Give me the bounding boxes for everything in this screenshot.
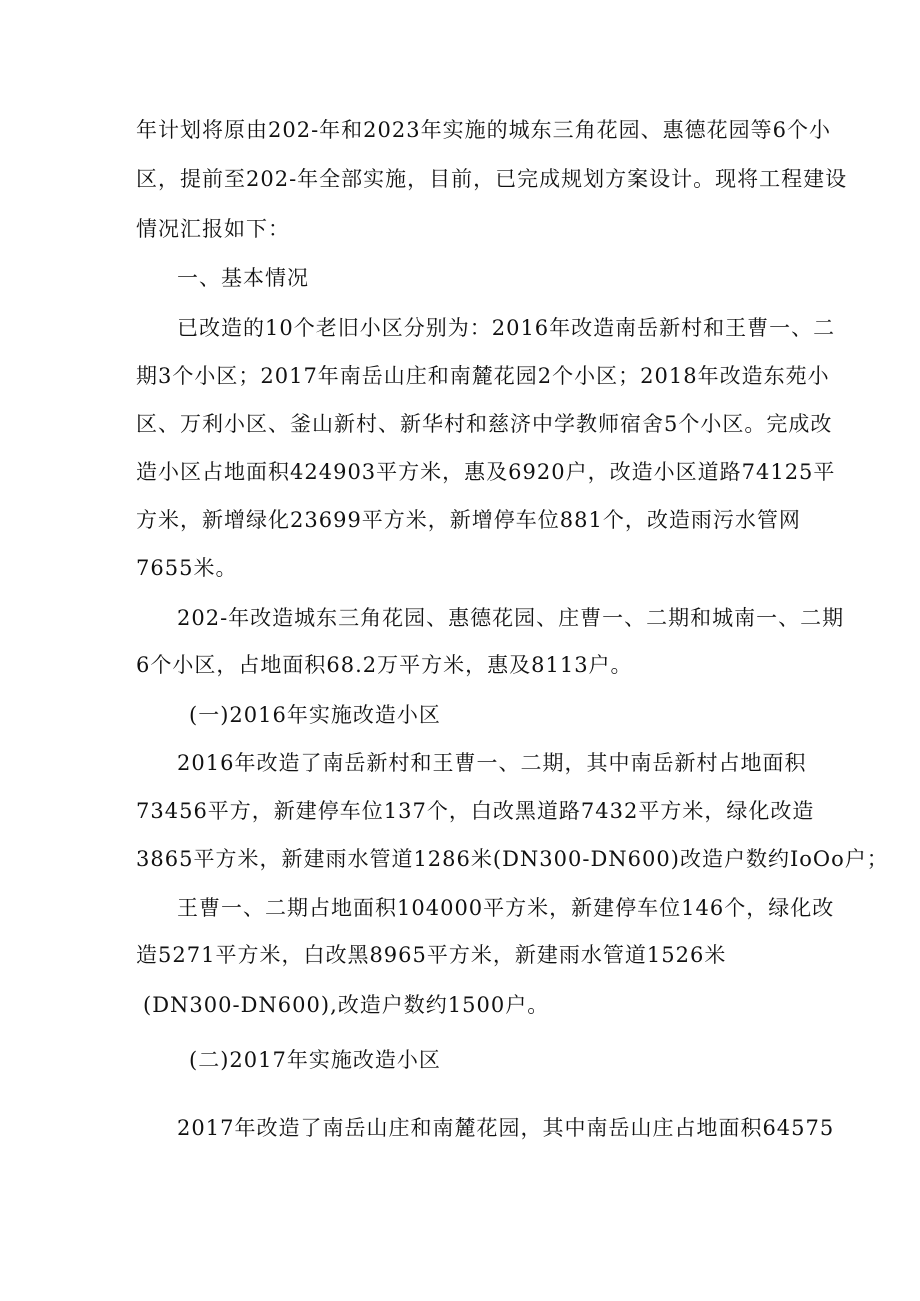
text-line: 王曹一、二期占地面积104000平方米，新建停车位146个，绿化改 [177, 896, 835, 920]
text-line: 7655米。 [136, 556, 238, 580]
text-line: 情况汇报如下： [136, 217, 290, 241]
text-line: (DN300-DN600),改造户数约1500户。 [143, 993, 550, 1017]
text-line: 202-年改造城东三角花园、惠德花园、庄曹一、二期和城南一、二期 [177, 606, 845, 630]
text-line: 造5271平方米，白改黑8965平方米，新建雨水管道1526米 [136, 943, 727, 967]
text-line: 区，提前至202-年全部实施，目前，已完成规划方案设计。现将工程建设 [136, 167, 848, 191]
text-line: 期3个小区；2017年南岳山庄和南麓花园2个小区；2018年改造东苑小 [136, 364, 830, 388]
text-line: 已改造的10个老旧小区分别为：2016年改造南岳新村和王曹一、二 [177, 316, 836, 340]
text-line: 造小区占地面积424903平方米，惠及6920户，改造小区道路74125平 [136, 460, 836, 484]
text-line: 6个小区，占地面积68.2万平方米，惠及8113户。 [136, 653, 633, 677]
text-line: 3865平方米，新建雨水管道1286米(DN300-DN600)改造户数约IoOo户； [136, 847, 889, 871]
text-line: 2017年改造了南岳山庄和南麓花园，其中南岳山庄占地面积64575 [177, 1116, 835, 1140]
subsection-heading: (二)2017年实施改造小区 [189, 1048, 441, 1072]
text-line: 年计划将原由202-年和2023年实施的城东三角花园、惠德花园等6个小 [136, 118, 831, 142]
section-heading: 一、基本情况 [177, 266, 309, 290]
text-line: 2016年改造了南岳新村和王曹一、二期，其中南岳新村占地面积 [177, 751, 807, 775]
text-line: 区、万利小区、釜山新村、新华村和慈济中学教师宿舍5个小区。完成改 [136, 412, 833, 436]
text-line: 73456平方，新建停车位137个，白改黑道路7432平方米，绿化改造 [136, 799, 815, 823]
subsection-heading: (一)2016年实施改造小区 [189, 703, 441, 727]
text-line: 方米，新增绿化23699平方米，新增停车位881个，改造雨污水管网 [136, 508, 801, 532]
